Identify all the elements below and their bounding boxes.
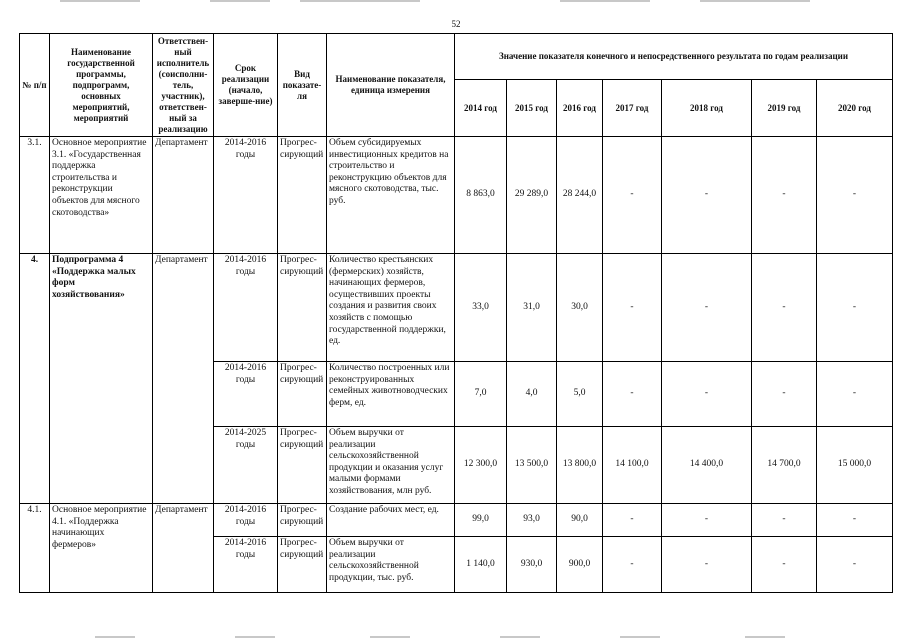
value-cell: - (752, 137, 817, 254)
value-cell: - (603, 254, 662, 362)
header-year: 2015 год (507, 80, 557, 137)
indicators-table (19, 33, 893, 593)
top-border-line (0, 0, 905, 3)
value-cell: 29 289,0 (507, 137, 557, 254)
value-cell: - (752, 254, 817, 362)
value-cell: - (662, 137, 752, 254)
header-year: 2017 год (603, 80, 662, 137)
header-year: 2018 год (662, 80, 752, 137)
row-indicator: Количество построенных или реконструированных семейных животноводческих ферм, ед. (327, 362, 455, 427)
value-cell: 5,0 (557, 362, 603, 427)
row-kind: Прогрес-сирующий (278, 254, 327, 362)
value-cell: - (817, 504, 893, 537)
row-kind: Прогрес-сирующий (278, 137, 327, 254)
header-values-group: Значение показателя конечного и непосредственного результата по годам реализации (455, 34, 893, 80)
row-name: Подпрограмма 4 «Поддержка малых форм хозяйствования» (50, 254, 153, 504)
row-responsible: Департамент (153, 254, 214, 504)
value-cell: - (752, 504, 817, 537)
header-year: 2020 год (817, 80, 893, 137)
header-name: Наименование государственной программы, подпрограмм, основных мероприятий, мероприятий (50, 34, 153, 137)
header-year: 2019 год (752, 80, 817, 137)
value-cell: - (662, 362, 752, 427)
value-cell: 12 300,0 (455, 427, 507, 504)
value-cell: - (817, 537, 893, 593)
row-term: 2014-2016 годы (214, 504, 278, 537)
table-row (20, 504, 893, 537)
row-kind: Прогрес-сирующий (278, 537, 327, 593)
value-cell: 7,0 (455, 362, 507, 427)
value-cell: 33,0 (455, 254, 507, 362)
header-responsible: Ответствен-ный исполнитель (соисполни-тель, участник), ответствен-ный за реализацию (153, 34, 214, 137)
row-indicator: Количество крестьянских (фермерских) хозяйств, начинающих фермеров, осуществивших проекты создания и развития своих хозяйств с помощью государственной поддержки, ед. (327, 254, 455, 362)
value-cell: 31,0 (507, 254, 557, 362)
header-num: № п/п (20, 34, 50, 137)
row-kind: Прогрес-сирующий (278, 504, 327, 537)
row-responsible: Департамент (153, 504, 214, 593)
row-indicator: Объем субсидируемых инвестиционных кредитов на строительство и реконструкцию объектов для мясного скотоводства, тыс. руб. (327, 137, 455, 254)
value-cell: - (603, 137, 662, 254)
value-cell: 99,0 (455, 504, 507, 537)
row-responsible: Департамент (153, 137, 214, 254)
value-cell: - (603, 537, 662, 593)
row-kind: Прогрес-сирующий (278, 362, 327, 427)
value-cell: 14 700,0 (752, 427, 817, 504)
value-cell: - (752, 362, 817, 427)
value-cell: 28 244,0 (557, 137, 603, 254)
value-cell: - (662, 504, 752, 537)
value-cell: - (817, 254, 893, 362)
row-term: 2014-2016 годы (214, 362, 278, 427)
row-indicator: Создание рабочих мест, ед. (327, 504, 455, 537)
value-cell: 14 100,0 (603, 427, 662, 504)
value-cell: 15 000,0 (817, 427, 893, 504)
value-cell: 900,0 (557, 537, 603, 593)
header-year: 2016 год (557, 80, 603, 137)
value-cell: - (752, 537, 817, 593)
value-cell: 14 400,0 (662, 427, 752, 504)
value-cell: 1 140,0 (455, 537, 507, 593)
row-indicator: Объем выручки от реализации сельскохозяйственной продукции, тыс. руб. (327, 537, 455, 593)
value-cell: 930,0 (507, 537, 557, 593)
value-cell: - (817, 137, 893, 254)
value-cell: - (817, 362, 893, 427)
row-num: 3.1. (20, 137, 50, 254)
page-number: 52 (451, 19, 461, 29)
row-num: 4. (20, 254, 50, 504)
row-term: 2014-2016 годы (214, 537, 278, 593)
row-name: Основное мероприятие 4.1. «Поддержка начинающих фермеров» (50, 504, 153, 593)
header-term: Срок реализации (начало, заверше-ние) (214, 34, 278, 137)
value-cell: 93,0 (507, 504, 557, 537)
header-year: 2014 год (455, 80, 507, 137)
table-row (20, 137, 893, 254)
row-indicator: Объем выручки от реализации сельскохозяйственной продукции и оказания услуг малыми формами хозяйствования, млн руб. (327, 427, 455, 504)
value-cell: - (603, 362, 662, 427)
value-cell: - (662, 537, 752, 593)
table-row (20, 254, 893, 362)
row-num: 4.1. (20, 504, 50, 593)
value-cell: 13 800,0 (557, 427, 603, 504)
row-kind: Прогрес-сирующий (278, 427, 327, 504)
value-cell: 8 863,0 (455, 137, 507, 254)
value-cell: - (603, 504, 662, 537)
header-indicator: Наименование показателя, единица измерения (327, 34, 455, 137)
value-cell: 4,0 (507, 362, 557, 427)
row-term: 2014-2025 годы (214, 427, 278, 504)
row-term: 2014-2016 годы (214, 254, 278, 362)
value-cell: 90,0 (557, 504, 603, 537)
value-cell: 13 500,0 (507, 427, 557, 504)
header-kind: Вид показате-ля (278, 34, 327, 137)
value-cell: - (662, 254, 752, 362)
row-name: Основное мероприятие 3.1. «Государственная поддержка строительства и реконструкции объектов для мясного скотоводства» (50, 137, 153, 254)
value-cell: 30,0 (557, 254, 603, 362)
row-term: 2014-2016 годы (214, 137, 278, 254)
